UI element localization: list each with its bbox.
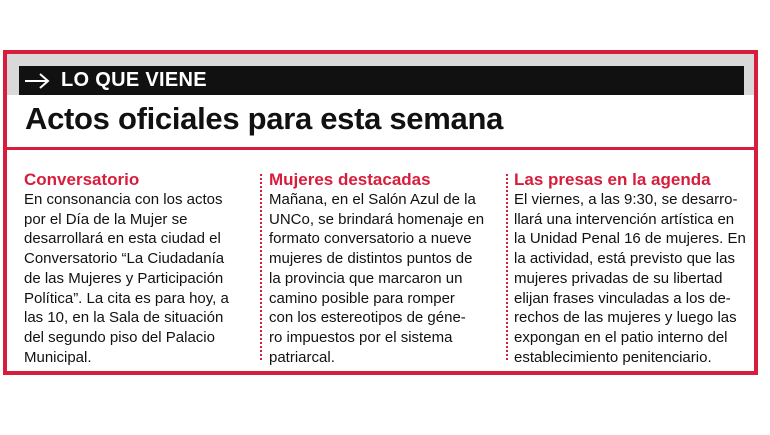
column-title: Conversatorio: [24, 170, 140, 189]
body-line: Conversatorio “La Ciudadanía: [24, 250, 225, 268]
column-title: Mujeres destacadas: [269, 170, 431, 189]
body-line: de las Mujeres y Participación: [24, 269, 224, 287]
body-line: El viernes, a las 9:30, se desarro-: [514, 191, 738, 208]
column-title: Las presas en la agenda: [514, 170, 711, 189]
column-mujeres-destacadas: [269, 170, 504, 367]
body-line: formato conversatorio a nueve: [269, 230, 472, 248]
body-line: mujeres privadas de su libertad: [514, 269, 723, 287]
column-body: [24, 190, 262, 367]
body-line: camino posible para romper: [269, 289, 455, 307]
body-line: mujeres de distintos puntos de: [269, 250, 473, 268]
body-line: ro impuestos por el sistema: [269, 328, 453, 346]
body-line: la actividad, está previsto que las: [514, 250, 735, 268]
column-body: [269, 190, 504, 367]
body-line: por el Día de la Mujer se: [24, 210, 188, 228]
body-line: llará una intervención artística en: [514, 210, 735, 228]
body-line: establecimiento penitenciario.: [514, 348, 712, 366]
column-body: [514, 190, 749, 367]
body-line: Mañana, en el Salón Azul de la: [269, 191, 476, 208]
body-line: con los estereotipos de géne-: [269, 309, 466, 327]
column-separator: [506, 174, 508, 360]
kicker-label: LO QUE VIENE: [61, 69, 207, 91]
body-line: patriarcal.: [269, 348, 335, 366]
column-separator: [260, 174, 262, 360]
column-presas-agenda: [514, 170, 749, 367]
body-line: Municipal.: [24, 348, 92, 366]
body-line: desarrollará en esta ciudad el: [24, 230, 221, 248]
arrow-right-icon: [23, 72, 51, 90]
body-line: elijan frases vinculadas a los de-: [514, 289, 731, 307]
body-line: la provincia que marcaron un: [269, 269, 463, 287]
columns: [7, 150, 754, 370]
column-conversatorio: [24, 170, 262, 367]
body-line: rechos de las mujeres y luego las: [514, 309, 737, 327]
news-box: [3, 50, 758, 375]
body-line: expongan en el patio interno del: [514, 328, 728, 346]
body-line: las 10, en la Sala de situación: [24, 309, 224, 327]
body-line: UNCo, se brindará homenaje en: [269, 210, 485, 228]
body-line: del segundo piso del Palacio: [24, 328, 215, 346]
section-kicker: [19, 66, 744, 95]
body-line: En consonancia con los actos: [24, 191, 223, 208]
body-line: Política”. La cita es para hoy, a: [24, 289, 229, 307]
body-line: la Unidad Penal 16 de mujeres. En: [514, 230, 746, 248]
headline: Actos oficiales para esta semana: [25, 101, 504, 136]
